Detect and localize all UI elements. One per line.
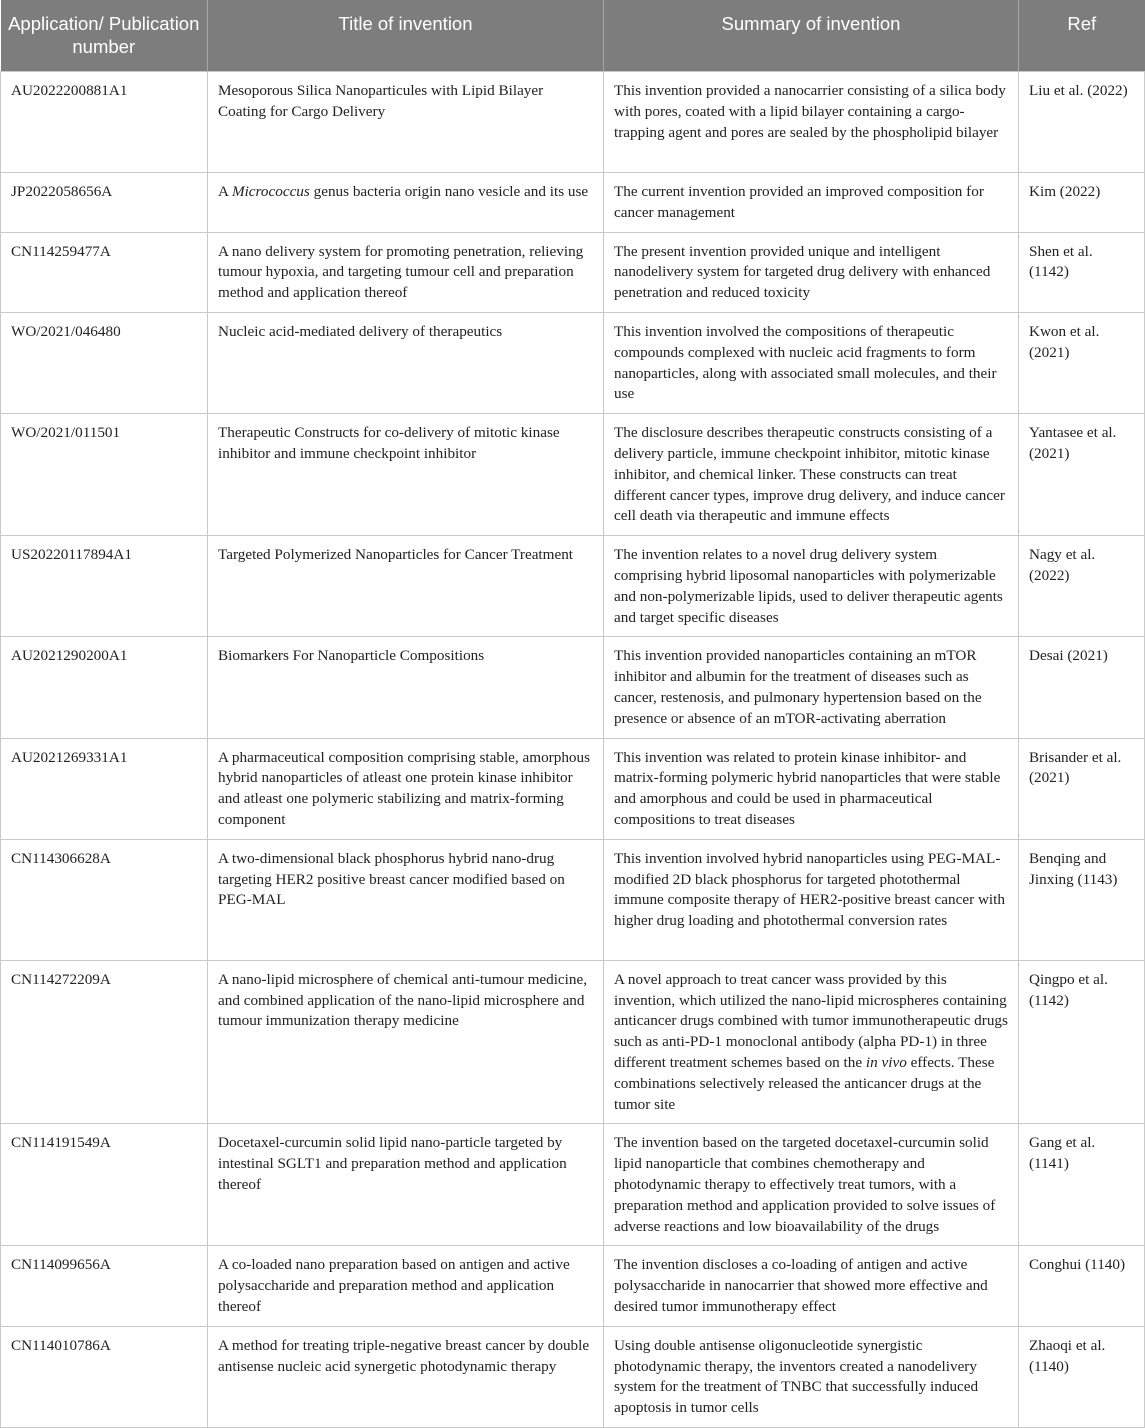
table-row — [1, 1326, 1145, 1427]
cell-summary — [604, 960, 1019, 1124]
table-header — [1, 0, 1145, 72]
cell-ref: Conghui (1140) — [1019, 1246, 1145, 1326]
cell-application-number: CN114191549A — [1, 1124, 208, 1246]
cell-title: A nano-lipid microsphere of chemical anti-tumour medicine, and combined application of the nano-lipid microsphere and tumour immunization therapy medicine — [208, 960, 604, 1124]
cell-summary: This invention was related to protein kinase inhibitor- and matrix-forming polymeric hybrid nanoparticles that were stable and amorphous and could be used in pharmaceutical compositions to treat diseases — [604, 738, 1019, 839]
cell-summary: The invention relates to a novel drug delivery system comprising hybrid liposomal nanoparticles with polymerizable and non-polymerizable lipids, used to deliver therapeutic agents and target specific diseases — [604, 536, 1019, 637]
cell-application-number: CN114259477A — [1, 232, 208, 312]
cell-summary: The invention discloses a co-loading of antigen and active polysaccharide in nanocarrier that showed more effective and desired tumor immunotherapy effect — [604, 1246, 1019, 1326]
cell-summary: The current invention provided an improved composition for cancer management — [604, 173, 1019, 233]
table-row — [1, 1246, 1145, 1326]
table-row — [1, 173, 1145, 233]
table-row — [1, 738, 1145, 839]
header-ref: Ref — [1019, 0, 1145, 72]
cell-summary: This invention involved the compositions of therapeutic compounds complexed with nucleic acid fragments to form nanoparticles, along with associated small molecules, and their use — [604, 312, 1019, 413]
title-text: A — [218, 183, 232, 200]
table-body — [1, 72, 1145, 1428]
table-row — [1, 637, 1145, 738]
header-application-number: Application/ Publication number — [1, 0, 208, 72]
cell-application-number: JP2022058656A — [1, 173, 208, 233]
cell-summary: This invention provided a nanocarrier consisting of a silica body with pores, coated with a lipid bilayer containing a cargo-trapping agent and pores are sealed by the phospholipid bilayer — [604, 72, 1019, 173]
cell-title: Biomarkers For Nanoparticle Compositions — [208, 637, 604, 738]
table-row — [1, 839, 1145, 960]
cell-ref: Brisander et al. (2021) — [1019, 738, 1145, 839]
cell-ref: Liu et al. (2022) — [1019, 72, 1145, 173]
cell-summary: Using double antisense oligonucleotide synergistic photodynamic therapy, the inventors created a nanodelivery system for the treatment of TNBC that successfully induced apoptosis in tumor cells — [604, 1326, 1019, 1427]
summary-text: effects. These combinations selectively released the anticancer drugs at the tumor site — [614, 1053, 995, 1113]
cell-application-number: WO/2021/011501 — [1, 414, 208, 536]
table-row — [1, 312, 1145, 413]
cell-application-number: CN114306628A — [1, 839, 208, 960]
header-row — [1, 0, 1145, 72]
table-row — [1, 414, 1145, 536]
cell-application-number: AU2021290200A1 — [1, 637, 208, 738]
cell-title: Mesoporous Silica Nanoparticules with Lipid Bilayer Coating for Cargo Delivery — [208, 72, 604, 173]
cell-title — [208, 173, 604, 233]
cell-summary: The invention based on the targeted docetaxel-curcumin solid lipid nanoparticle that combines chemotherapy and photodynamic therapy to effectively treat tumors, with a preparation method and application provided to solve issues of adverse reactions and low bioavailability of the drugs — [604, 1124, 1019, 1246]
cell-title: Docetaxel-curcumin solid lipid nano-particle targeted by intestinal SGLT1 and preparation method and application thereof — [208, 1124, 604, 1246]
cell-application-number: CN114010786A — [1, 1326, 208, 1427]
cell-ref: Desai (2021) — [1019, 637, 1145, 738]
cell-ref: Zhaoqi et al. (1140) — [1019, 1326, 1145, 1427]
cell-ref: Nagy et al. (2022) — [1019, 536, 1145, 637]
cell-ref: Benqing and Jinxing (1143) — [1019, 839, 1145, 960]
cell-application-number: CN114272209A — [1, 960, 208, 1124]
cell-application-number: AU2021269331A1 — [1, 738, 208, 839]
cell-title: Targeted Polymerized Nanoparticles for Cancer Treatment — [208, 536, 604, 637]
cell-title: A method for treating triple-negative breast cancer by double antisense nucleic acid synergetic photodynamic therapy — [208, 1326, 604, 1427]
cell-summary: This invention provided nanoparticles containing an mTOR inhibitor and albumin for the treatment of diseases such as cancer, restenosis, and pulmonary hypertension based on the presence or absence of an mTOR-activating aberration — [604, 637, 1019, 738]
table-row — [1, 72, 1145, 173]
cell-summary: The disclosure describes therapeutic constructs consisting of a delivery particle, immune checkpoint inhibitor, mitotic kinase inhibitor, and chemical linker. These constructs can treat different cancer types, improve drug delivery, and induce cancer cell death via therapeutic and immune effects — [604, 414, 1019, 536]
cell-title: A pharmaceutical composition comprising stable, amorphous hybrid nanoparticles of atleast one protein kinase inhibitor and atleast one polymeric stabilizing and matrix-forming component — [208, 738, 604, 839]
table-row — [1, 232, 1145, 312]
cell-application-number: US20220117894A1 — [1, 536, 208, 637]
cell-summary: The present invention provided unique and intelligent nanodelivery system for targeted drug delivery with enhanced penetration and reduced toxicity — [604, 232, 1019, 312]
cell-title: Therapeutic Constructs for co-delivery of mitotic kinase inhibitor and immune checkpoint inhibitor — [208, 414, 604, 536]
cell-title: A two-dimensional black phosphorus hybrid nano-drug targeting HER2 positive breast cancer modified based on PEG-MAL — [208, 839, 604, 960]
cell-title: Nucleic acid-mediated delivery of therapeutics — [208, 312, 604, 413]
table-row — [1, 960, 1145, 1124]
table-row — [1, 1124, 1145, 1246]
cell-summary: This invention involved hybrid nanoparticles using PEG-MAL-modified 2D black phosphorus for targeted photothermal immune composite therapy of HER2-positive breast cancer with higher drug loading and photothermal conversion rates — [604, 839, 1019, 960]
title-italic-text: Micrococcus — [231, 183, 310, 200]
cell-application-number: CN114099656A — [1, 1246, 208, 1326]
cell-title: A co-loaded nano preparation based on antigen and active polysaccharide and preparation method and application thereof — [208, 1246, 604, 1326]
summary-text: A novel approach to treat cancer wass provided by this invention, which utilized the nano-lipid microspheres containing anticancer drugs combined with tumor immunotherapeutic drugs such as anti-PD-1 monoclonal antibody (alpha PD-1) in three different treatment schemes based on the — [614, 970, 1008, 1071]
header-title: Title of invention — [208, 0, 604, 72]
cell-ref: Qingpo et al. (1142) — [1019, 960, 1145, 1124]
table-row — [1, 536, 1145, 637]
cell-title: A nano delivery system for promoting penetration, relieving tumour hypoxia, and targeting tumour cell and preparation method and application thereof — [208, 232, 604, 312]
cell-application-number: AU2022200881A1 — [1, 72, 208, 173]
cell-ref: Gang et al. (1141) — [1019, 1124, 1145, 1246]
cell-ref: Shen et al. (1142) — [1019, 232, 1145, 312]
title-text: genus bacteria origin nano vesicle and its use — [309, 183, 589, 200]
cell-ref: Kim (2022) — [1019, 173, 1145, 233]
cell-ref: Kwon et al. (2021) — [1019, 312, 1145, 413]
cell-application-number: WO/2021/046480 — [1, 312, 208, 413]
header-summary: Summary of invention — [604, 0, 1019, 72]
summary-italic-text: in vivo — [865, 1053, 907, 1071]
cell-ref: Yantasee et al. (2021) — [1019, 414, 1145, 536]
